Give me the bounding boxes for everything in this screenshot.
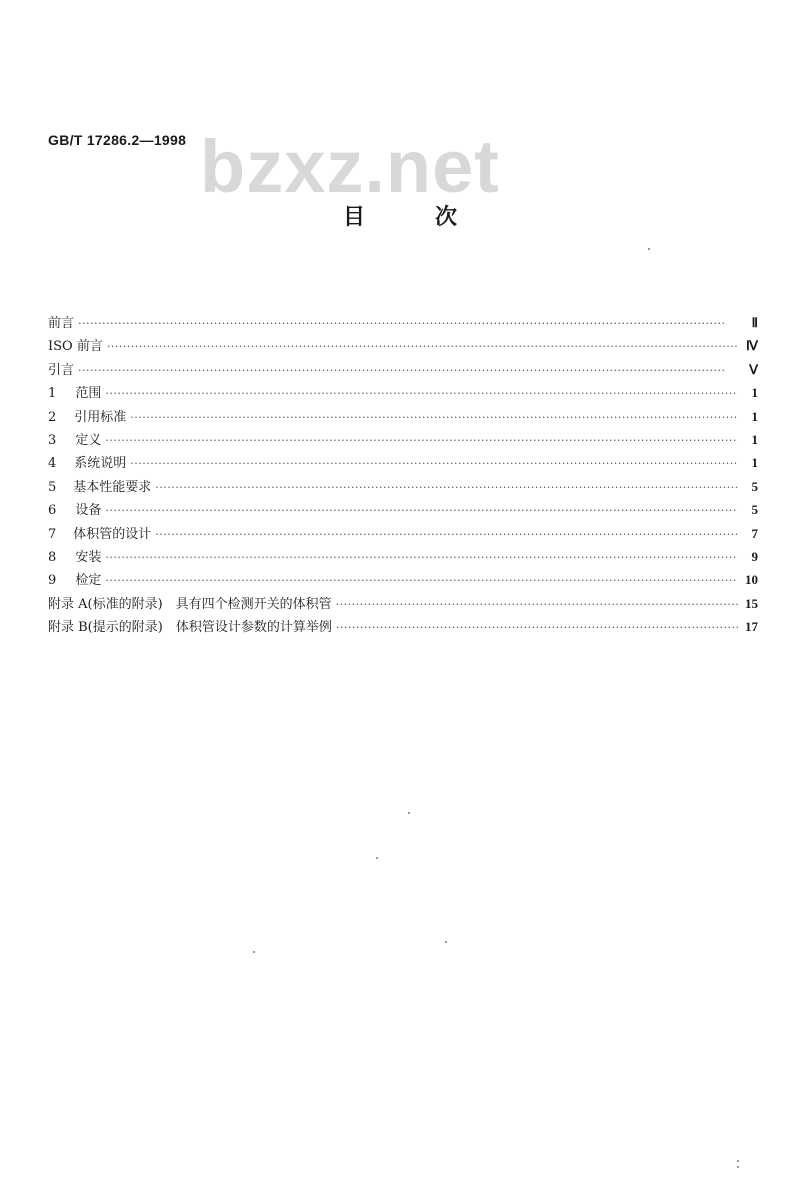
- toc-page-number: 10: [745, 572, 758, 588]
- toc-label: 设备: [75, 503, 102, 519]
- toc-number: 2: [48, 409, 57, 425]
- scan-speck: [253, 951, 255, 953]
- page-title-part1: 目: [342, 205, 365, 230]
- toc-leader: [336, 593, 738, 616]
- page-title-part2: 次: [435, 205, 458, 230]
- toc-number: 6: [48, 503, 57, 519]
- toc-label: 基本性能要求: [73, 479, 152, 495]
- scan-speck: [737, 1160, 739, 1162]
- toc-leader: [105, 382, 738, 405]
- toc-number: 9: [48, 573, 57, 589]
- toc-entry[interactable]: [48, 498, 758, 521]
- toc-leader: [105, 546, 738, 569]
- scan-speck: [408, 812, 410, 814]
- scan-speck: [737, 1166, 739, 1168]
- scan-speck: [376, 857, 378, 859]
- toc-leader: [107, 335, 738, 358]
- toc-entry[interactable]: [48, 475, 758, 498]
- toc-page-number: 1: [751, 455, 758, 471]
- scan-speck: [648, 248, 650, 250]
- toc-leader: [155, 523, 738, 546]
- toc-entry[interactable]: [48, 358, 758, 381]
- toc-leader: [78, 359, 738, 382]
- toc-page-number: Ⅳ: [746, 338, 758, 354]
- toc-leader: [78, 312, 738, 335]
- toc-label: 系统说明: [74, 456, 127, 472]
- table-of-contents: [48, 311, 758, 638]
- toc-number: 7: [48, 526, 57, 542]
- toc-page-number: 1: [751, 431, 758, 447]
- toc-number: 8: [48, 549, 57, 565]
- toc-label: 引用标准: [74, 409, 127, 425]
- toc-leader: [336, 616, 738, 639]
- toc-entry[interactable]: [48, 615, 758, 638]
- toc-label: 引言: [48, 362, 75, 378]
- toc-entry[interactable]: [48, 568, 758, 591]
- toc-leader: [105, 569, 738, 592]
- toc-page-number: 9: [751, 548, 758, 564]
- toc-page-number: 5: [751, 502, 758, 518]
- toc-label: 附录 B(提示的附录) 体积管设计参数的计算举例: [48, 620, 332, 636]
- toc-entry[interactable]: [48, 334, 758, 357]
- toc-label: 定义: [75, 432, 102, 448]
- toc-leader: [130, 406, 738, 429]
- toc-leader: [130, 452, 738, 475]
- toc-page-number: 1: [751, 408, 758, 424]
- toc-page-number: Ⅴ: [749, 361, 758, 377]
- toc-page-number: 17: [745, 619, 758, 635]
- toc-entry[interactable]: [48, 311, 758, 334]
- toc-page-number: Ⅱ: [751, 315, 758, 330]
- toc-label: 安装: [75, 549, 102, 565]
- toc-page-number: 7: [751, 525, 758, 541]
- toc-label: ISO 前言: [48, 339, 103, 355]
- watermark: bzxz.net: [200, 125, 500, 208]
- scan-speck: [445, 941, 447, 943]
- toc-entry[interactable]: [48, 522, 758, 545]
- toc-number: 5: [48, 479, 57, 495]
- standard-code: GB/T 17286.2—1998: [48, 132, 187, 148]
- toc-entry[interactable]: [48, 592, 758, 615]
- toc-entry[interactable]: [48, 405, 758, 428]
- toc-leader: [105, 429, 738, 452]
- toc-page-number: 15: [745, 595, 758, 611]
- toc-entry[interactable]: [48, 381, 758, 404]
- toc-label: 体积管的设计: [73, 526, 152, 542]
- page-title: [0, 200, 800, 231]
- toc-leader: [105, 499, 738, 522]
- toc-label: 前言: [48, 316, 75, 331]
- toc-label: 范围: [75, 386, 102, 402]
- toc-leader: [155, 476, 738, 499]
- toc-label: 附录 A(标准的附录) 具有四个检测开关的体积管: [48, 596, 332, 612]
- toc-number: 3: [48, 432, 57, 448]
- toc-page-number: 1: [751, 385, 758, 401]
- toc-number: 1: [48, 386, 57, 402]
- toc-label: 检定: [75, 573, 102, 589]
- toc-page-number: 5: [751, 478, 758, 494]
- toc-entry[interactable]: [48, 428, 758, 451]
- toc-entry[interactable]: [48, 451, 758, 474]
- toc-entry[interactable]: [48, 545, 758, 568]
- toc-number: 4: [48, 456, 57, 472]
